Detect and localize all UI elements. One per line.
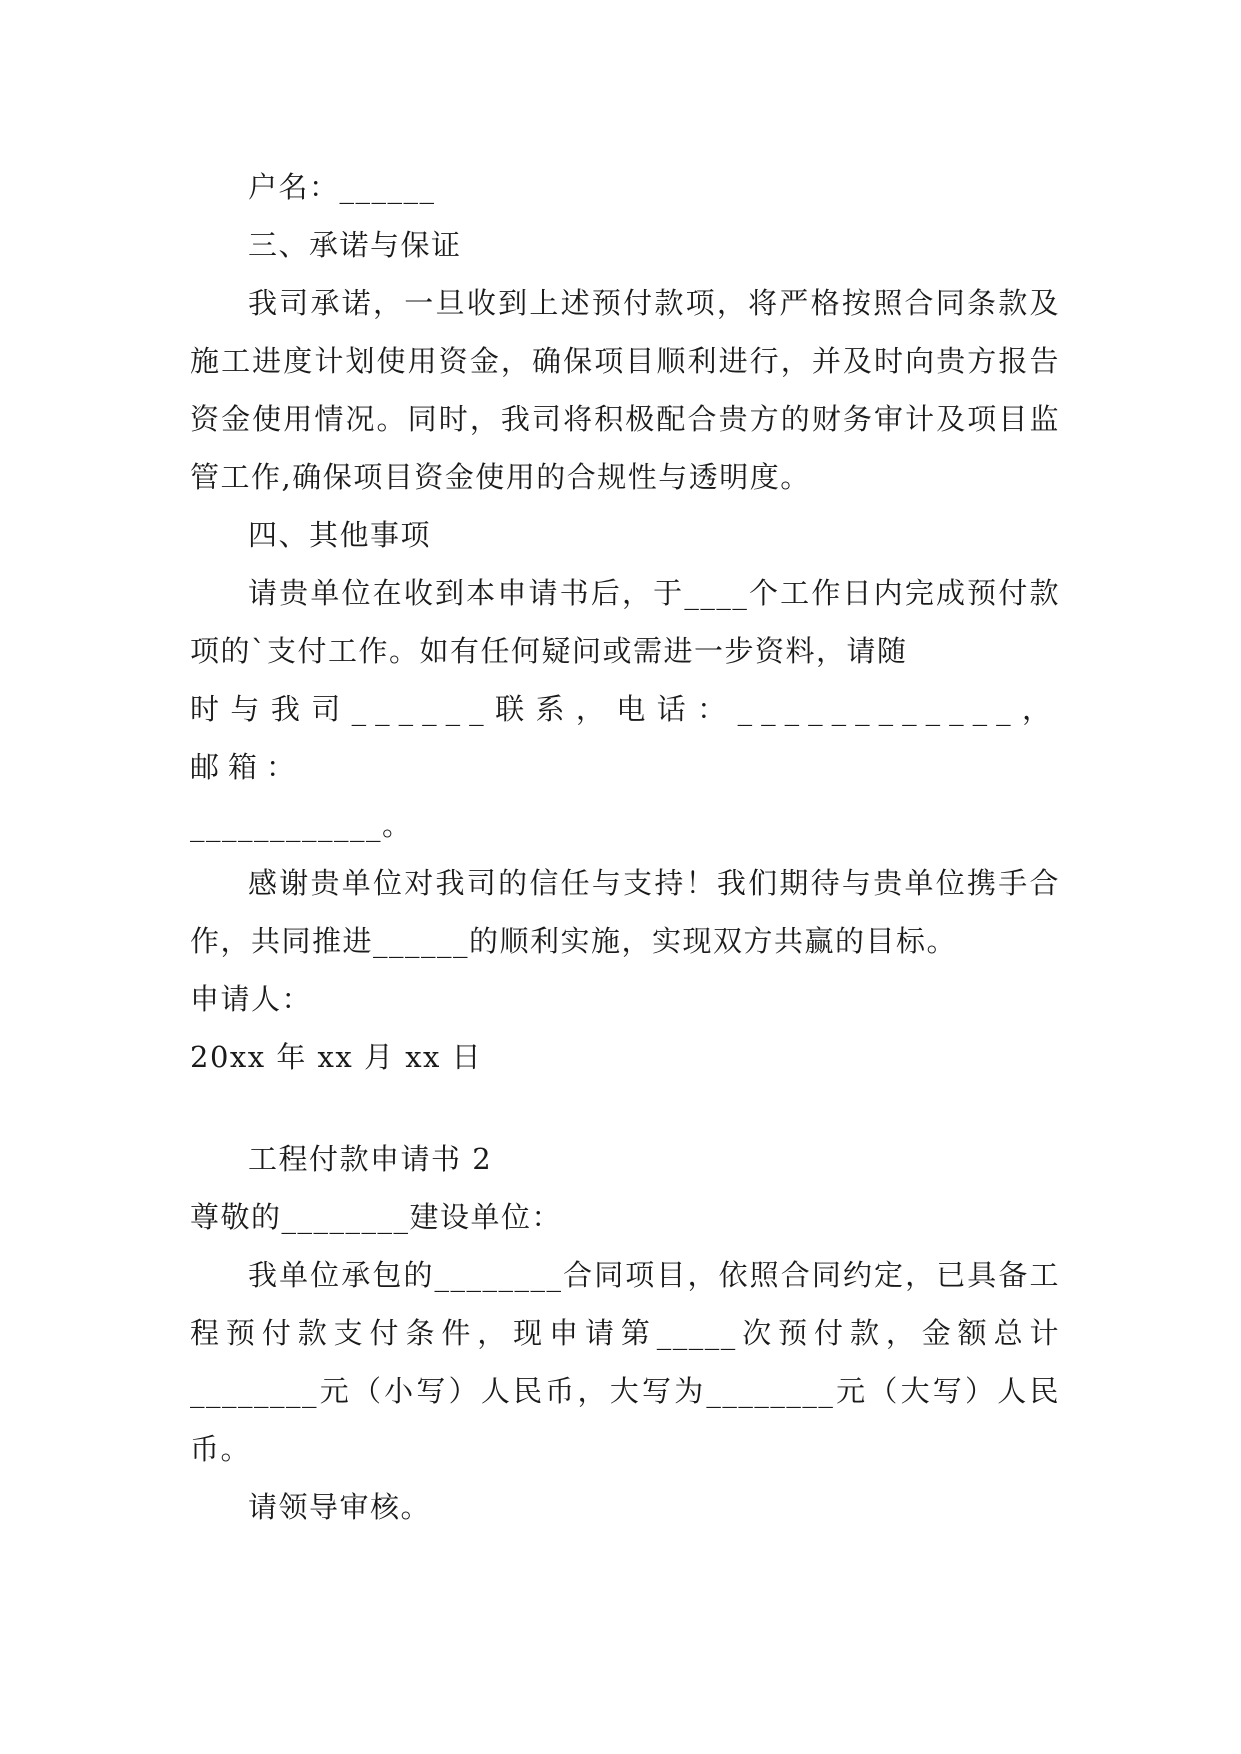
paragraph-thanks: 感谢贵单位对我司的信任与支持！我们期待与贵单位携手合作，共同推进______的顺利实施，实现双方共赢的目标。 bbox=[190, 866, 1060, 958]
paragraph-contact-line: 时与我司______联系，电话：____________，邮箱： bbox=[190, 692, 1060, 784]
applicant-label: 申请人： bbox=[190, 982, 313, 1016]
document-title-2: 工程付款申请书 2 bbox=[248, 1142, 493, 1176]
paragraph-other-matters: 请贵单位在收到本申请书后，于____个工作日内完成预付款项的`支付工作。如有任何疑问或需进一步资料，请随 bbox=[190, 576, 1060, 668]
document-body bbox=[190, 158, 1060, 1536]
paragraph-body-2: 我单位承包的________合同项目，依照合同约定，已具备工程预付款支付条件，现申请第_____次预付款，金额总计 ________元（小写）人民币，大写为________元（大写）人民币。 bbox=[190, 1258, 1060, 1466]
closing-line-2: 请领导审核。 bbox=[248, 1490, 432, 1524]
section-heading-other-matters: 四、其他事项 bbox=[248, 518, 432, 552]
paragraph-commitment: 我司承诺，一旦收到上述预付款项，将严格按照合同条款及施工进度计划使用资金，确保项目顺利进行，并及时向贵方报告资金使用情况。同时，我司将积极配合贵方的财务审计及项目监管工作,确保项目资金使用的合规性与透明度。 bbox=[190, 286, 1060, 494]
account-name-line: 户名：______ bbox=[248, 170, 436, 204]
salutation-2: 尊敬的________建设单位： bbox=[190, 1200, 563, 1234]
date-line: 20xx 年 xx 月 xx 日 bbox=[190, 1040, 483, 1074]
section-heading-commitment: 三、承诺与保证 bbox=[248, 228, 462, 262]
paragraph-email-line: ____________。 bbox=[190, 808, 413, 842]
section-spacer bbox=[190, 1086, 1060, 1130]
